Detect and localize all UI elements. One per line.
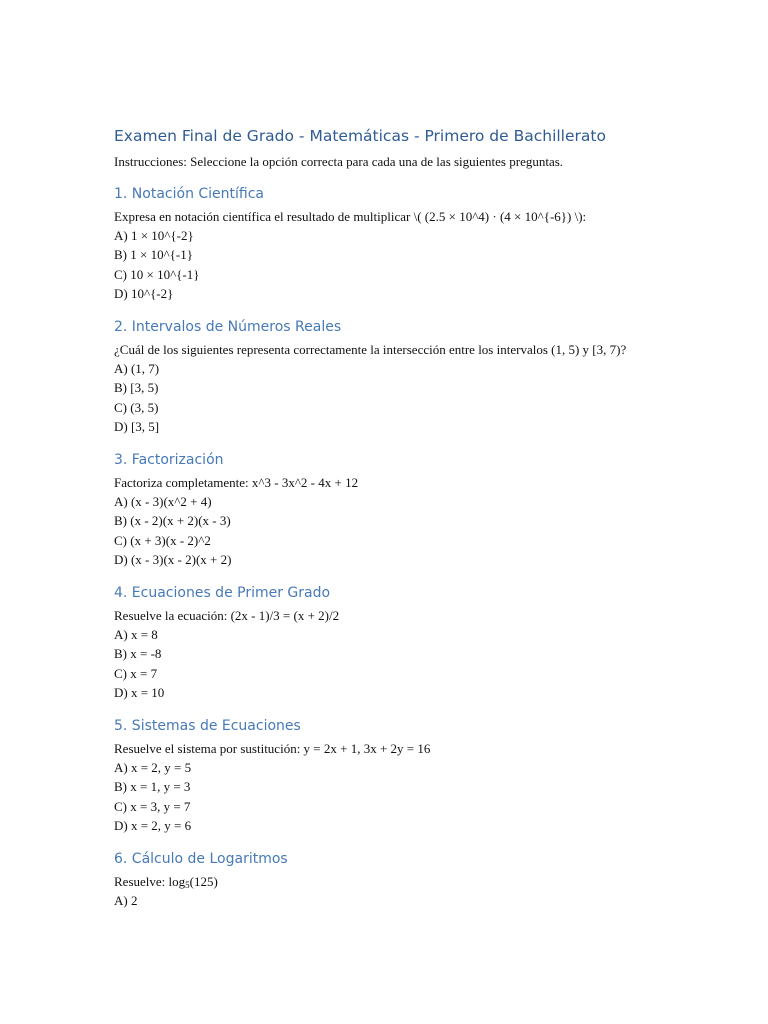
- document-title: Examen Final de Grado - Matemáticas - Primero de Bachillerato: [114, 127, 606, 145]
- option-d[interactable]: D) 10^{-2}: [114, 285, 174, 301]
- section-heading: 1. Notación Científica: [114, 186, 265, 202]
- option-d[interactable]: D) x = 2, y = 6: [114, 817, 192, 833]
- question-text: [114, 872, 654, 891]
- question-text: ¿Cuál de los siguientes representa correctamente la intersección entre los intervalos (1, 5) y [3, 7)?: [114, 342, 627, 358]
- option-d[interactable]: D) x = 10: [114, 684, 165, 700]
- option-a[interactable]: A) 2: [114, 893, 138, 909]
- section-heading: 3. Factorización: [114, 452, 224, 469]
- question-text: Resuelve el sistema por sustitución: y = 2x + 1, 3x + 2y = 16: [114, 741, 431, 757]
- section-heading: 2. Intervalos de Números Reales: [114, 319, 342, 336]
- option-b[interactable]: B) x = -8: [114, 646, 162, 662]
- option-c[interactable]: C) (3, 5): [114, 399, 159, 415]
- option-c[interactable]: C) (x + 3)(x - 2)^2: [114, 532, 211, 548]
- instructions-text: Instrucciones: Seleccione la opción correcta para cada una de las siguientes preguntas.: [114, 154, 564, 169]
- section-real-intervals: [114, 317, 654, 436]
- option-d[interactable]: D) (x - 3)(x - 2)(x + 2): [114, 551, 232, 567]
- option-b[interactable]: B) (x - 2)(x + 2)(x - 3): [114, 513, 231, 529]
- option-a[interactable]: A) (1, 7): [114, 361, 160, 377]
- option-c[interactable]: C) x = 3, y = 7: [114, 798, 191, 814]
- question-text: Resuelve la ecuación: (2x - 1)/3 = (x + 2)/2: [114, 608, 340, 624]
- section-first-degree-equations: [114, 583, 654, 702]
- section-equation-systems: [114, 716, 654, 835]
- section-logarithms: [114, 849, 654, 910]
- section-scientific-notation: [114, 184, 654, 303]
- option-d[interactable]: D) [3, 5]: [114, 418, 160, 434]
- option-b[interactable]: B) [3, 5): [114, 380, 159, 396]
- section-heading: 4. Ecuaciones de Primer Grado: [114, 585, 331, 602]
- option-c[interactable]: C) x = 7: [114, 665, 158, 681]
- option-b[interactable]: B) 1 × 10^{-1}: [114, 247, 193, 263]
- option-a[interactable]: A) x = 8: [114, 627, 158, 643]
- question-prefix: Resuelve: log: [114, 874, 186, 890]
- question-suffix: (125): [189, 874, 218, 890]
- option-a[interactable]: A) x = 2, y = 5: [114, 760, 192, 776]
- section-factorization: [114, 450, 654, 569]
- option-a[interactable]: A) (x - 3)(x^2 + 4): [114, 494, 212, 510]
- question-text: Expresa en notación científica el resultado de multiplicar \( (2.5 × 10^4) · (4 × 10^{-6}) \):: [114, 209, 587, 224]
- question-text: Factoriza completamente: x^3 - 3x^2 - 4x + 12: [114, 475, 359, 491]
- section-heading: 6. Cálculo de Logaritmos: [114, 851, 288, 868]
- log-base-subscript: 5: [185, 880, 190, 891]
- option-a[interactable]: A) 1 × 10^{-2}: [114, 228, 194, 244]
- option-b[interactable]: B) x = 1, y = 3: [114, 779, 191, 795]
- option-c[interactable]: C) 10 × 10^{-1}: [114, 266, 200, 282]
- section-heading: 5. Sistemas de Ecuaciones: [114, 718, 301, 735]
